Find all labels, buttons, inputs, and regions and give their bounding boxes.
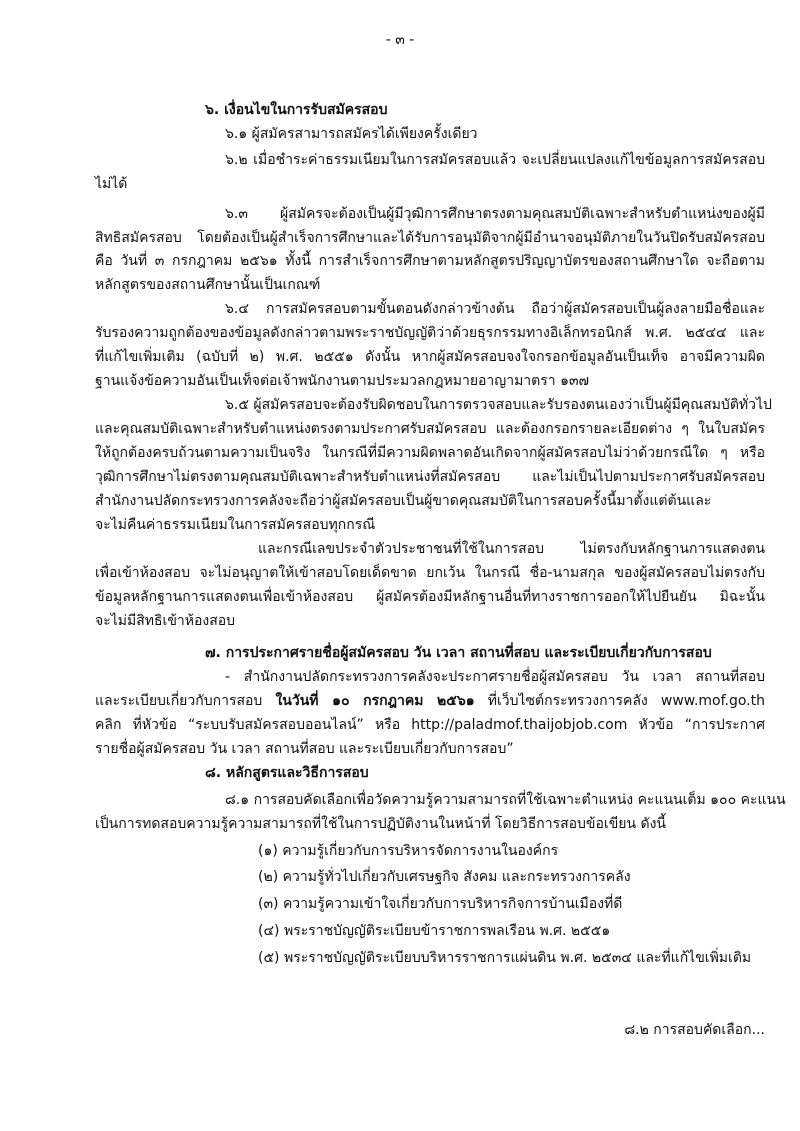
paragraph-line: รับรองความถูกต้องของข้อมูลดังกล่าวตามพระราชบัญญัติว่าด้วยธุรกรรมทางอิเล็กทรอนิกส์ พ.ศ. ๒๕๔๔ และ (95, 325, 765, 341)
continuation-note: ๘.๒ การสอบคัดเลือก... (624, 1022, 765, 1038)
paragraph-line: ๖.๒ เมื่อชำระค่าธรรมเนียมในการสมัครสอบแล้ว จะเปลี่ยนแปลงแก้ไขข้อมูลการสมัครสอบ (225, 152, 765, 168)
paragraph-line: ๖.๓ ผู้สมัครจะต้องเป็นผู้มีวุฒิการศึกษาตรงตามคุณสมบัติเฉพาะสำหรับตำแหน่งของผู้มี (225, 206, 765, 222)
paragraph-line: ให้ถูกต้องครบถ้วนตามความเป็นจริง ในกรณีที่มีความผิดพลาดอันเกิดจากผู้สมัครสอบไม่ว่าด้วยกรณีใด ๆ หรือ (95, 445, 765, 461)
website-link[interactable]: ที่เว็บไซต์กระทรวงการคลัง www.mof.go.th (474, 693, 765, 709)
paragraph-line (95, 691, 765, 711)
paragraph-line: และกรณีเลขประจำตัวประชาชนที่ใช้ในการสอบ ไม่ตรงกับหลักฐานการแสดงตน (258, 541, 765, 557)
paragraph-line: สำนักงานปลัดกระทรวงการคลังจะถือว่าผู้สมัครสอบเป็นผู้ขาดคุณสมบัติในการสอบครั้งนี้มาตั้งแต่ต้นและ (95, 493, 712, 509)
paragraph-line: รายชื่อผู้สมัครสอบ วัน เวลา สถานที่สอบ และระเบียบเกี่ยวกับการสอบ” (95, 741, 514, 757)
announcement-date: ในวันที่ ๑๐ กรกฎาคม ๒๕๖๑ (275, 693, 475, 709)
paragraph-line: และคุณสมบัติเฉพาะสำหรับตำแหน่งตรงตามประกาศรับสมัครสอบ และต้องกรอกรายละเอียดต่าง ๆ ในใบสมัคร (95, 421, 765, 437)
paragraph-line: คือ วันที่ ๓ กรกฎาคม ๒๕๖๑ ทั้งนี้ การสำเร็จการศึกษาตามหลักสูตรปริญญาบัตรของสถานศึกษาใด จะถือตาม (95, 253, 765, 269)
paragraph-line: คลิก ที่หัวข้อ “ระบบรับสมัครสอบออนไลน์” หรือ http://paladmof.thaijobjob.com หัวข้อ “การประกาศ (95, 717, 765, 733)
exam-subject-item: (๑) ความรู้เกี่ยวกับการบริหารจัดการงานในองค์กร (258, 843, 559, 859)
text: และระเบียบเกี่ยวกับการสอบ (95, 693, 276, 709)
paragraph-line: วุฒิการศึกษาไม่ตรงตามคุณสมบัติเฉพาะสำหรับตำแหน่งที่สมัครสอบ และไม่เป็นไปตามประกาศรับสมัครสอบ (95, 469, 765, 485)
paragraph-line: จะไม่มีสิทธิเข้าห้องสอบ (95, 613, 236, 629)
paragraph-line: เป็นการทดสอบความรู้ความสามารถที่ใช้ในการปฏิบัติงานในหน้าที่ โดยวิธีการสอบข้อเขียน ดังนี้ (95, 816, 666, 832)
paragraph-line: ๖.๕ ผู้สมัครสอบจะต้องรับผิดชอบในการตรวจสอบและรับรองตนเองว่าเป็นผู้มีคุณสมบัติทั่วไป (225, 397, 772, 413)
paragraph-line: ฐานแจ้งข้อความอันเป็นเท็จต่อเจ้าพนักงานตามประมวลกฎหมายอาญามาตรา ๑๓๗ (95, 373, 590, 389)
section-6-heading: ๖. เงื่อนไขในการรับสมัครสอบ (205, 102, 388, 118)
section-7-heading: ๗. การประกาศรายชื่อผู้สมัครสอบ วัน เวลา สถานที่สอบ และระเบียบเกี่ยวกับการสอบ (205, 645, 712, 661)
paragraph-line: ข้อมูลหลักฐานการแสดงตนเพื่อเข้าห้องสอบ ผู้สมัครต้องมีหลักฐานอื่นที่ทางราชการออกให้ไปยืนยัน มิฉะนั้น (95, 589, 765, 605)
paragraph-line: ๘.๑ การสอบคัดเลือกเพื่อวัดความรู้ความสามารถที่ใช้เฉพาะตำแหน่ง คะแนนเต็ม ๑๐๐ คะแนน (225, 792, 786, 808)
exam-subject-item: (๓) ความรู้ความเข้าใจเกี่ยวกับการบริหารกิจการบ้านเมืองที่ดี (258, 896, 623, 912)
page-number: - ๓ - (385, 32, 415, 48)
exam-subject-item: (๒) ความรู้ทั่วไปเกี่ยวกับเศรษฐกิจ สังคม และกระทรวงการคลัง (258, 869, 631, 885)
paragraph-line: ที่แก้ไขเพิ่มเติม (ฉบับที่ ๒) พ.ศ. ๒๕๕๑ ดังนั้น หากผู้สมัครสอบจงใจกรอกข้อมูลอันเป็นเท็จ อาจมีความผิด (95, 349, 765, 365)
paragraph-line: เพื่อเข้าห้องสอบ จะไม่อนุญาตให้เข้าสอบโดยเด็ดขาด ยกเว้น ในกรณี ชื่อ-นามสกุล ของผู้สมัครสอบไม่ตรงกับ (95, 565, 765, 581)
paragraph-line: ไม่ได้ (95, 176, 128, 192)
section-8-heading: ๘. หลักสูตรและวิธีการสอบ (205, 765, 369, 781)
paragraph-line: สิทธิสมัครสอบ โดยต้องเป็นผู้สำเร็จการศึกษาและได้รับการอนุมัติจากผู้มีอำนาจอนุมัติภายในวันปิดรับสมัครสอบ (95, 230, 765, 246)
paragraph-line: - สำนักงานปลัดกระทรวงการคลังจะประกาศรายชื่อผู้สมัครสอบ วัน เวลา สถานที่สอบ (225, 669, 765, 685)
paragraph-line: หลักสูตรของสถานศึกษานั้นเป็นเกณฑ์ (95, 277, 321, 293)
exam-subject-item: (๔) พระราชบัญญัติระเบียบข้าราชการพลเรือน พ.ศ. ๒๕๕๑ (258, 923, 611, 939)
paragraph-line: จะไม่คืนค่าธรรมเนียมในการสมัครสอบทุกกรณี (95, 517, 376, 533)
exam-subject-item: (๕) พระราชบัญญัติระเบียบบริหารราชการแผ่นดิน พ.ศ. ๒๕๓๔ และที่แก้ไขเพิ่มเติม (258, 950, 752, 966)
paragraph-line: ๖.๔ การสมัครสอบตามขั้นตอนดังกล่าวข้างต้น ถือว่าผู้สมัครสอบเป็นผู้ลงลายมือชื่อและ (225, 301, 765, 317)
paragraph-line: ๖.๑ ผู้สมัครสามารถสมัครได้เพียงครั้งเดียว (225, 126, 478, 142)
